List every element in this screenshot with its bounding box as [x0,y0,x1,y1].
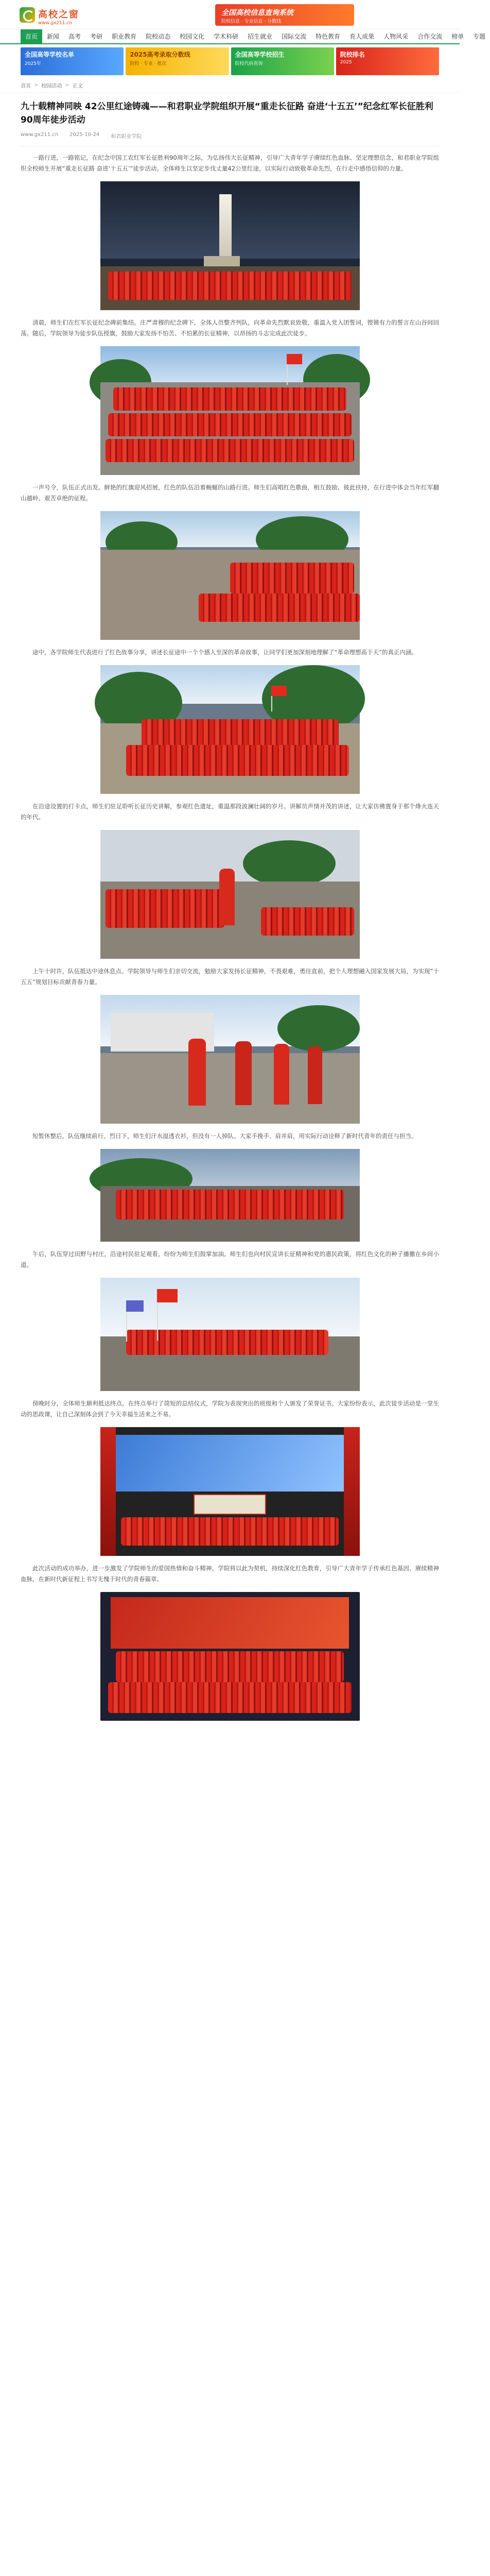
article-photo [100,181,360,310]
nav-item[interactable]: 高考 [68,33,81,40]
article-title: 九十载精神同映 42公里红途铸魂——和君职业学院组织开展“重走长征路 奋进‘十五五’”纪念红军长征胜利90周年徒步活动 [21,101,433,125]
article-paragraph: 午后，队伍穿过田野与村庄，沿途村民驻足观看，纷纷为师生们鼓掌加油。师生们也向村民宣讲长征精神和党的惠民政策，将红色文化的种子播撒在乡间小道。 [21,1250,439,1268]
breadcrumb-separator: > [34,82,39,88]
nav-item-home[interactable]: 首页 [21,29,42,43]
article-photo [100,1592,360,1721]
breadcrumb [0,78,460,93]
promo-banner[interactable] [21,47,124,75]
article-author: 和君职业学院 [111,134,142,140]
header-ad-banner[interactable] [215,4,354,26]
logo-name: 高校之窗 [38,9,79,20]
promo-banner[interactable] [126,47,229,75]
banner-subtitle: 院校 · 专业 · 批次 [130,61,167,66]
article-photo [100,346,360,475]
promo-banner[interactable] [231,47,334,75]
nav-item[interactable]: 国际交流 [282,33,307,40]
nav-item[interactable]: 职业教育 [112,33,137,40]
nav-item[interactable]: 校园文化 [180,33,205,40]
site-logo[interactable] [20,7,79,26]
breadcrumb-category[interactable]: 校园活动 [41,83,62,89]
logo-url: www.gx211.cn [38,21,72,26]
nav-item[interactable]: 合作交流 [417,33,443,40]
article-paragraph: 上午十时许，队伍抵达中途休息点。学院领导与师生们亲切交流，勉励大家发扬长征精神，不畏艰难，勇往直前，把个人理想融入国家发展大局，为实现“十五五”规划目标贡献青春力量。 [21,968,439,986]
nav-item[interactable]: 新闻 [47,33,60,40]
breadcrumb-separator: > [65,82,69,88]
banner-subtitle: 2025年 [25,61,41,66]
article-paragraph: 清晨，师生们在红军长征纪念碑前集结。庄严肃穆的纪念碑下，全体人员整齐列队，向革命先烈默哀致敬，重温入党入团誓词，铿锵有力的誓言在山谷间回荡。随后，学院领导为徒步队伍授旗，鼓励大家发扬不怕苦、不怕累的长征精神，以昂扬的斗志完成此次徒步。 [21,319,439,337]
article-date: 2025-10-24 [69,132,100,138]
article-paragraph: 一路行进，一路铭记，在纪念中国工农红军长征胜利90周年之际，为弘扬伟大长征精神，引导广大青年学子赓续红色血脉、坚定理想信念，和君职业学院组织全校师生开展“重走长征路 奋进‘十五五’”徒步活动。全体师生以坚定步伐丈量42公里红途，以实际行动致敬革命先烈，在行走中感悟信仰的力量。 [21,154,439,172]
article-paragraph: 此次活动的成功举办，进一步激发了学院师生的爱国热情和奋斗精神。学院将以此为契机，持续深化红色教育，引导广大青年学子传承红色基因、赓续精神血脉，在新时代新征程上书写无愧于时代的青春篇章。 [21,1565,439,1583]
article-paragraph: 傍晚时分，全体师生顺利抵达终点。在终点举行了简短的总结仪式，学院为表现突出的班级和个人颁发了荣誉证书。大家纷纷表示，此次徒步活动是一堂生动的思政课，让自己深刻体会到了今天幸福生活来之不易。 [21,1400,439,1418]
nav-item[interactable]: 考研 [90,33,103,40]
article-photo [100,665,360,794]
article-paragraph: 一声号令，队伍正式出发。鲜艳的红旗迎风招展，红色的队伍沿着蜿蜒的山路行进。师生们高唱红色歌曲，相互鼓励、彼此扶持，在行进中体会当年红军翻山越岭、艰苦卓绝的征程。 [21,484,439,502]
banner-title: 2025高考录取分数线 [130,51,190,58]
article-paragraph: 短暂休整后，队伍继续前行。烈日下，师生们汗水湿透衣衫，但没有一人掉队。大家手挽手、肩并肩，用实际行动诠释了新时代青年的责任与担当。 [32,1132,417,1140]
banner-subtitle: 院校代码查询 [235,61,263,66]
nav-item[interactable]: 院校动态 [146,33,171,40]
breadcrumb-home[interactable]: 首页 [21,83,31,89]
main-nav [0,29,486,44]
article-paragraph: 途中，各学院师生代表进行了红色故事分享，讲述长征途中一个个感人至深的革命故事，让同学们更加深刻地理解了“革命理想高于天”的真正内涵。 [32,649,417,656]
promo-banner[interactable] [336,47,439,75]
article-meta [21,132,439,146]
banner-title: 全国高等学校招生 [235,51,285,58]
nav-item[interactable]: 特色教育 [316,33,341,40]
article-photo [100,830,360,959]
site-header [0,0,460,29]
nav-item[interactable]: 育人成果 [349,33,375,40]
nav-item[interactable]: 榜单 [451,33,464,40]
nav-item[interactable]: 学术科研 [214,33,239,40]
promo-banners [0,44,460,78]
nav-item[interactable]: 专题 [473,33,486,40]
logo-icon [20,7,35,23]
article-paragraph: 在沿途设置的打卡点，师生们驻足聆听长征历史讲解，参观红色遗址，重温那段波澜壮阔的岁月。讲解员声情并茂的讲述，让大家仿佛置身于那个烽火连天的年代。 [21,803,439,821]
banner-title: 全国高等学校名单 [25,51,75,58]
header-banner-subtitle: 院校信息 · 专业信息 · 分数线 [221,19,282,24]
article-photo [100,995,360,1124]
article-photo [100,1149,360,1242]
header-banner-title: 全国高校信息查询系统 [221,9,293,17]
article-photo [100,511,360,640]
article-photo [100,1278,360,1391]
article-photo [100,1427,360,1556]
banner-title: 院校排名 [340,51,365,58]
nav-item[interactable]: 招生就业 [248,33,273,40]
article [0,93,460,1721]
banner-subtitle: 2025 [340,60,352,65]
nav-item[interactable]: 人物风采 [383,33,409,40]
article-source: www.gx211.cn [21,132,59,138]
breadcrumb-current: 正文 [72,83,83,89]
